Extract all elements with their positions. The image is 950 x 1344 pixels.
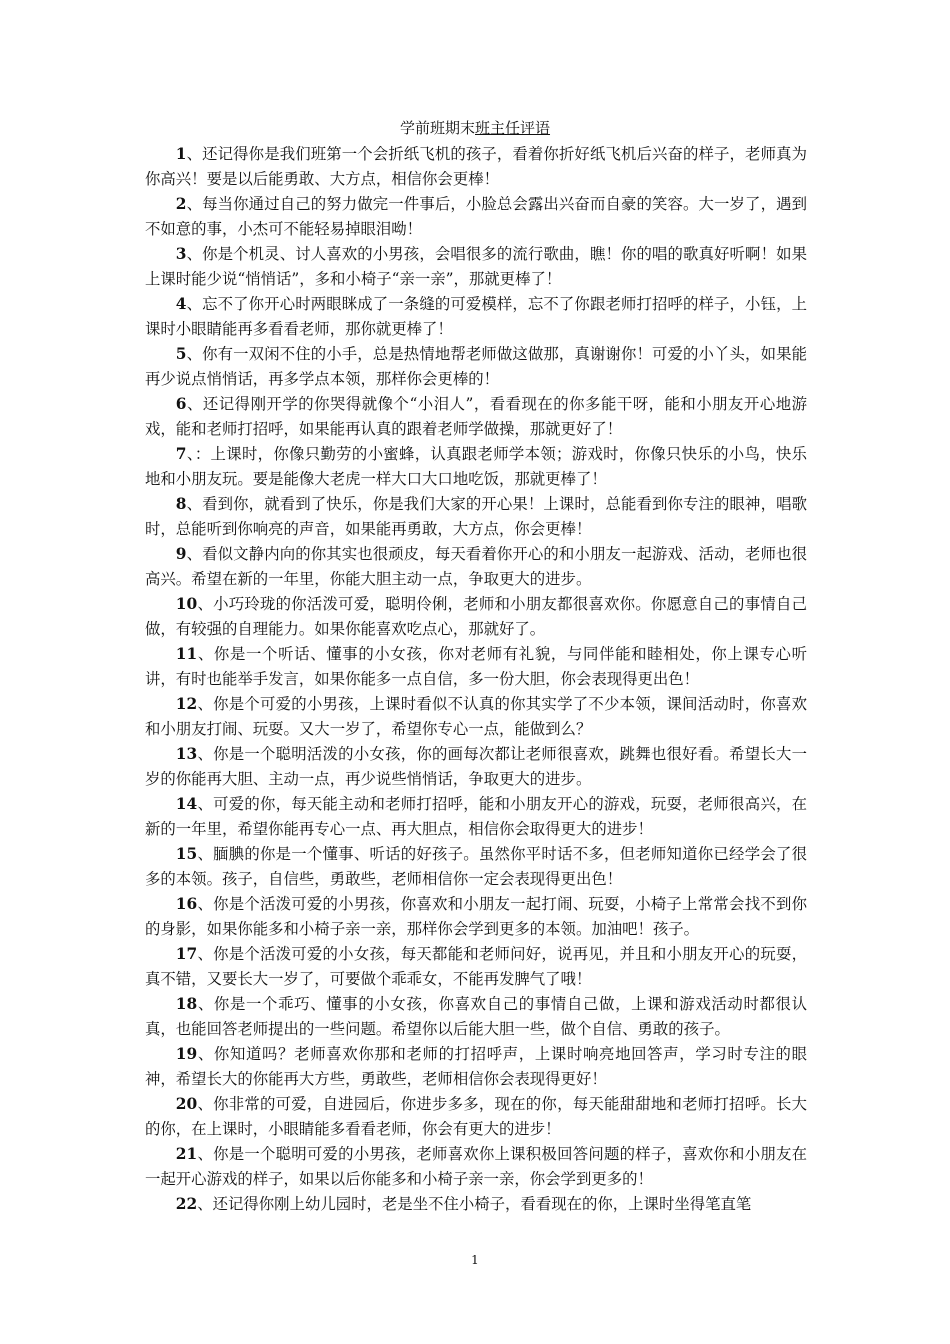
comment-number: 7 [175, 445, 187, 463]
comment-paragraph [145, 942, 807, 992]
comment-text: 、你是一个聪明活泼的小女孩，你的画每次都让老师很喜欢，跳舞也很好看。希望长大一岁的你能再大胆、主动一点，再少说些悄悄话，争取更大的进步。 [145, 745, 807, 788]
comment-text: 、你非常的可爱，自进园后，你进步多多，现在的你，每天能甜甜地和老师打招呼。长大的你，在上课时，小眼睛能多看看老师，你会有更大的进步！ [145, 1095, 807, 1138]
comment-number: 14 [175, 795, 198, 813]
comment-number: 8 [175, 495, 187, 513]
comment-paragraph [145, 1092, 807, 1142]
comment-text: 、看似文静内向的你其实也很顽皮，每天看着你开心的和小朋友一起游戏、活动，老师也很高兴。希望在新的一年里，你能大胆主动一点，争取更大的进步。 [145, 545, 807, 588]
comment-paragraph [145, 342, 807, 392]
comment-number: 4 [175, 295, 187, 313]
comment-text: 、你知道吗？老师喜欢你那和老师的打招呼声，上课时响亮地回答声，学习时专注的眼神，希望长大的你能再大方些，勇敢些，老师相信你会表现得更好！ [145, 1045, 807, 1088]
comment-paragraph [145, 842, 807, 892]
comment-number: 13 [175, 745, 198, 763]
comment-number: 6 [175, 395, 187, 413]
comment-list [145, 142, 807, 1217]
comment-paragraph [145, 592, 807, 642]
comment-number: 17 [175, 945, 198, 963]
comment-paragraph [145, 892, 807, 942]
comment-number: 10 [175, 595, 198, 613]
comment-text: 、腼腆的你是一个懂事、听话的好孩子。虽然你平时话不多，但老师知道你已经学会了很多的本领。孩子，自信些，勇敢些，老师相信你一定会表现得更出色！ [145, 845, 807, 888]
comment-text: 、还记得你刚上幼儿园时，老是坐不住小椅子，看看现在的你，上课时坐得笔直笔 [197, 1195, 752, 1213]
comment-number: 18 [175, 995, 198, 1013]
comment-text: 、小巧玲珑的你活泼可爱，聪明伶俐，老师和小朋友都很喜欢你。你愿意自己的事情自己做，有较强的自理能力。如果你能喜欢吃点心，那就好了。 [145, 595, 807, 638]
comment-number: 12 [175, 695, 198, 713]
comment-number: 11 [175, 645, 198, 663]
comment-text: 、你是个活泼可爱的小女孩，每天都能和老师问好，说再见，并且和小朋友开心的玩耍，真不错，又要长大一岁了，可要做个乖乖女，不能再发脾气了哦！ [145, 945, 807, 988]
comment-paragraph [145, 392, 807, 442]
comment-paragraph [145, 492, 807, 542]
comment-number: 16 [175, 895, 198, 913]
title-plain: 学前班期末 [399, 119, 475, 137]
comment-number: 21 [175, 1145, 198, 1163]
comment-text: 、你有一双闲不住的小手，总是热情地帮老师做这做那，真谢谢你！可爱的小丫头，如果能再少说点悄悄话，再多学点本领，那样你会更棒的！ [145, 345, 807, 388]
comment-number: 20 [175, 1095, 198, 1113]
comment-text: 、你是一个乖巧、懂事的小女孩，你喜欢自己的事情自己做，上课和游戏活动时都很认真，也能回答老师提出的一些问题。希望你以后能大胆一些，做个自信、勇敢的孩子。 [145, 995, 807, 1038]
comment-text: 、可爱的你，每天能主动和老师打招呼，能和小朋友开心的游戏，玩耍，老师很高兴，在新的一年里，希望你能再专心一点、再大胆点，相信你会取得更大的进步！ [145, 795, 807, 838]
comment-text: 、忘不了你开心时两眼眯成了一条缝的可爱模样，忘不了你跟老师打招呼的样子，小钰，上课时小眼睛能再多看看老师，那你就更棒了！ [145, 295, 807, 338]
comment-number: 22 [175, 1195, 198, 1213]
comment-number: 9 [175, 545, 187, 563]
comment-number: 2 [175, 195, 187, 213]
comment-paragraph [145, 1142, 807, 1192]
comment-text: 、还记得你是我们班第一个会折纸飞机的孩子，看着你折好纸飞机后兴奋的样子，老师真为你高兴！要是以后能勇敢、大方点，相信你会更棒！ [145, 145, 807, 188]
comment-paragraph [145, 742, 807, 792]
comment-text: 、每当你通过自己的努力做完一件事后，小脸总会露出兴奋而自豪的笑容。大一岁了，遇到不如意的事，小杰可不能轻易掉眼泪呦！ [145, 195, 807, 238]
title-underlined: 班主任评语 [475, 119, 551, 137]
comment-text: 、你是个可爱的小男孩，上课时看似不认真的你其实学了不少本领，课间活动时，你喜欢和小朋友打闹、玩耍。又大一岁了，希望你专心一点，能做到么？ [145, 695, 807, 738]
page-title [0, 118, 950, 138]
comment-number: 1 [175, 145, 187, 163]
comment-paragraph [145, 142, 807, 192]
comment-paragraph [145, 442, 807, 492]
comment-paragraph [145, 792, 807, 842]
comment-number: 5 [175, 345, 187, 363]
comment-paragraph [145, 1042, 807, 1092]
comment-text: 、你是个机灵、讨人喜欢的小男孩，会唱很多的流行歌曲，瞧！你的唱的歌真好听啊！如果上课时能少说“悄悄话”，多和小椅子“亲一亲”，那就更棒了！ [145, 245, 807, 288]
comment-paragraph [145, 642, 807, 692]
page-number: 1 [471, 1253, 479, 1267]
comment-paragraph [145, 292, 807, 342]
comment-paragraph [145, 1192, 807, 1217]
comment-paragraph [145, 992, 807, 1042]
comment-number: 15 [175, 845, 198, 863]
comment-text: 、你是一个听话、懂事的小女孩，你对老师有礼貌，与同伴能和睦相处，你上课专心听讲，有时也能举手发言，如果你能多一点自信，多一份大胆，你会表现得更出色！ [145, 645, 807, 688]
comment-text: 、看到你，就看到了快乐，你是我们大家的开心果！上课时，总能看到你专注的眼神，唱歌时，总能听到你响亮的声音，如果能再勇敢，大方点，你会更棒！ [145, 495, 807, 538]
comment-number: 19 [175, 1045, 198, 1063]
comment-text: 、你是一个聪明可爱的小男孩，老师喜欢你上课积极回答问题的样子，喜欢你和小朋友在一起开心游戏的样子，如果以后你能多和小椅子亲一亲，你会学到更多的！ [145, 1145, 807, 1188]
comment-paragraph [145, 242, 807, 292]
comment-paragraph [145, 542, 807, 592]
comment-number: 3 [175, 245, 187, 263]
comment-text: 、：上课时，你像只勤劳的小蜜蜂，认真跟老师学本领；游戏时，你像只快乐的小鸟，快乐地和小朋友玩。要是能像大老虎一样大口大口地吃饭，那就更棒了！ [145, 445, 807, 488]
comment-text: 、你是个活泼可爱的小男孩，你喜欢和小朋友一起打闹、玩耍，小椅子上常常会找不到你的身影，如果你能多和小椅子亲一亲，那样你会学到更多的本领。加油吧！孩子。 [145, 895, 807, 938]
comment-paragraph [145, 192, 807, 242]
comment-text: 、还记得刚开学的你哭得就像个“小泪人”，看看现在的你多能干呀，能和小朋友开心地游戏，能和老师打招呼，如果能再认真的跟着老师学做操，那就更好了！ [145, 395, 807, 438]
comment-paragraph [145, 692, 807, 742]
